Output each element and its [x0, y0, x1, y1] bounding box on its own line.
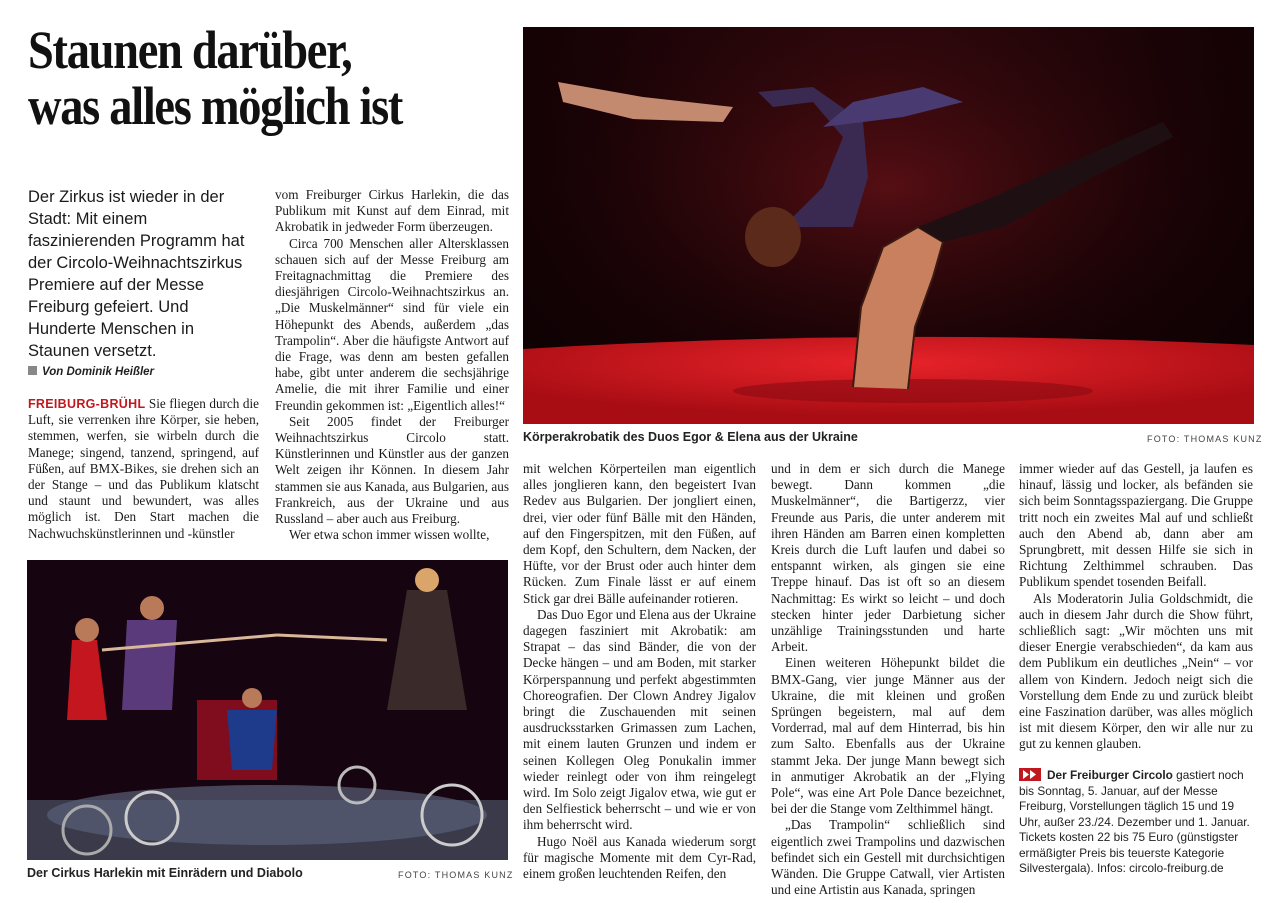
column-4-paragraph-1: und in dem er sich durch die Manege bewegt. Dann kommen „die Muskelmänner“, die Bartigerzz, vier Freunde aus Paris, die unter anderem mit ihren Händen am Barren einen kompletten Kreis durch die Luft laufen und dabei so entspannt wirken, als gingen sie eine Treppe hinauf. Das ist oft so an diesem Nachmittag: Es wirkt so leicht – und doch stecken hinter jeder Darbietung sicher unzählige Trainingsstunden und harte Arbeit.	[771, 461, 1005, 655]
column-4-paragraph-3: „Das Trampolin“ schließlich sind eigentlich zwei Trampolins und dazwischen befindet sich ein Gestell mit durchsichtigen Wänden. Die Gruppe Catwall, vier Artisten und eine Artistin aus Kanada, springen	[771, 817, 1005, 898]
acrobatics-photo-art	[523, 27, 1254, 424]
article-column-1	[28, 396, 259, 542]
column-3-paragraph-2: Das Duo Egor und Elena aus der Ukraine dagegen fasziniert mit Akrobatik: am Strapat – das sind Bänder, die von der Decke hängen – und am Boden, mit starker Körperspannung und perfekt abgestimmten Choreografien. Der Clown Andrey Jigalov bringt die Zuschauenden mit seinen ausdrucksstarken Grimassen zum Lachen, mit einem lauten Grunzen und indem er seinen Kollegen Oleg Ponukalin immer wieder reinlegt oder von ihm reingelegt wird. Im Solo zeigt Jigalov etwa, wie gut er den Selfiestick beherrscht – und wie er von ihm beherrscht wird.	[523, 606, 756, 833]
byline-square-icon	[28, 366, 37, 375]
column-5-paragraph-2: Als Moderatorin Julia Goldschmidt, die auch in diesem Jahr durch die Show führt, schließlich sagt: „Wir möchten uns mit dieser Energie verabschieden“, da kam aus dem Publikum ein deutliches „Nein“ – vor allem von Kindern. Jedoch neigt sich die Vorstellung dem Ende zu und zurück bleibt eine Faszination darüber, was alles möglich ist mit diesem Körper, den wir alle nur zu gut zu kennen glauben.	[1019, 590, 1253, 752]
column-2-paragraph-3: Seit 2005 findet der Freiburger Weihnachtszirkus Circolo statt. Künstlerinnen und Künstler aus der ganzen Welt zeigen ihr Können. In diesem Jahr stammen sie aus Kanada, aus Bulgarien, aus Frankreich, aus der Ukraine und aus Russland – aber auch aus Freiburg.	[275, 413, 509, 527]
column-4-paragraph-2: Einen weiteren Höhepunkt bildet die BMX-Gang, vier junge Männer aus der Ukraine, die mit kleinen und großen Sprüngen begeistern, mal auf dem Vorderrad, mal auf dem Hinterrad, bis hin zum Salto. Ebenfalls aus der Ukraine stammt Jeka. Der junge Mann bewegt sich in anmutiger Akrobatik an der „Flying Pole“, was eine Art Pole Dance bezeichnet, bei der die Stange vom Zelthimmel hängt.	[771, 655, 1005, 817]
top-photo-credit: FOTO: THOMAS KUNZ	[1147, 434, 1263, 444]
double-arrow-icon	[1019, 768, 1041, 781]
lead-paragraph: Der Zirkus ist wieder in der Stadt: Mit einem faszinierenden Programm hat der Circolo-Weihnachtszirkus Premiere auf der Messe Freiburg gefeiert. Und Hunderte Menschen in Staunen versetzt.	[28, 188, 245, 360]
bottom-photo-caption: Der Cirkus Harlekin mit Einrädern und Diabolo	[27, 866, 303, 880]
column-1-text: Sie fliegen durch die Luft, sie verrenken ihre Körper, sie heben, stemmen, werfen, sie wirbeln durch die Manege; singend, tanzend, springend, auf Füßen, auf BMX-Bikes, sie drehen sich an der Stange – und das Publikum klatscht und staunt und bewundert, was alles möglich ist. Den Start machen die Nachwuchskünstlerinnen und -künstler	[28, 396, 259, 541]
event-info-box	[1019, 768, 1252, 877]
dateline: FREIBURG-BRÜHL	[28, 397, 146, 411]
author-name: Von Dominik Heißler	[42, 366, 155, 378]
unicycle-photo	[27, 560, 508, 860]
column-3-paragraph-1: mit welchen Körperteilen man eigentlich alles jonglieren kann, den begeistert Ivan Redev aus Bulgarien. Der jongliert einen, drei, vier oder fünf Bälle mit den Händen, auf den Fingerspitzen, mit den Füßen, auf dem Kopf, den Schultern, dem Nacken, der Hüfte, vor der Brust oder auch hinter dem Rücken. Zum Finale lässt er auf einem Stick gar drei Bälle aufeinander rotieren.	[523, 461, 756, 606]
acrobatics-photo	[523, 27, 1254, 424]
article-column-4	[771, 461, 1005, 898]
column-2-paragraph-2: Circa 700 Menschen aller Altersklassen schauen sich auf der Messe Freiburg am Freitagnachmittag die Premiere des diesjährigen Circolo-Weihnachtszirkus an. „Die Muskelmänner“ sind für viele ein Höhepunkt des Abends, außerdem „das Trampolin“. Aber die häufigste Antwort auf die Frage, was denn am besten gefallen habe, gibt unter anderem die sechsjährige Amelie, die mit ihrer Familie und einer Freundin gekommen ist: „Eigentlich alles!“	[275, 235, 509, 413]
headline-line-2: was alles möglich ist	[28, 76, 403, 136]
column-1-paragraph-1	[28, 396, 259, 542]
article-column-5	[1019, 461, 1253, 753]
column-2-paragraph-4: Wer etwa schon immer wissen wollte,	[289, 527, 490, 543]
article-column-2	[275, 187, 509, 543]
headline-line-1: Staunen darüber,	[28, 20, 352, 80]
column-3-paragraph-3: Hugo Noël aus Kanada wiederum sorgt für magische Momente mit dem Cyr-Rad, einem großen leuchtenden Reifen, den	[523, 833, 756, 882]
column-2-paragraph-1: vom Freiburger Cirkus Harlekin, die das Publikum mit Kunst auf dem Einrad, mit Akrobatik in jedweder Form überzeugen.	[275, 187, 509, 235]
column-5-paragraph-1: immer wieder auf das Gestell, ja laufen es hinauf, lässig und locker, als befänden sie sich beim Sonntagsspaziergang. Die Gruppe tritt noch ein zweites Mal auf und schließt auch den Abend ab, dann aber am Sprungbrett, mit dessen Hilfe sie sich in Richtung Zelthimmel schrauben. Das Publikum spendet tosenden Beifall.	[1019, 461, 1253, 590]
info-box-text: gastiert noch bis Sonntag, 5. Januar, auf der Messe Freiburg, Vorstellungen täglich 15 und 19 Uhr, außer 23./24. Dezember und 1. Januar. Tickets kosten 22 bis 75 Euro (günstigster ermäßigter Preis bis teuerste Kategorie Silvestergala). Infos: circolo-freiburg.de	[1019, 768, 1250, 875]
top-photo-caption: Körperakrobatik des Duos Egor & Elena aus der Ukraine	[523, 430, 858, 444]
author-byline	[28, 366, 154, 378]
article-column-3	[523, 461, 756, 882]
unicycle-photo-art	[27, 560, 508, 860]
bottom-photo-credit: FOTO: THOMAS KUNZ	[398, 870, 514, 880]
headline	[28, 22, 449, 134]
info-box-title: Der Freiburger Circolo	[1047, 768, 1173, 782]
